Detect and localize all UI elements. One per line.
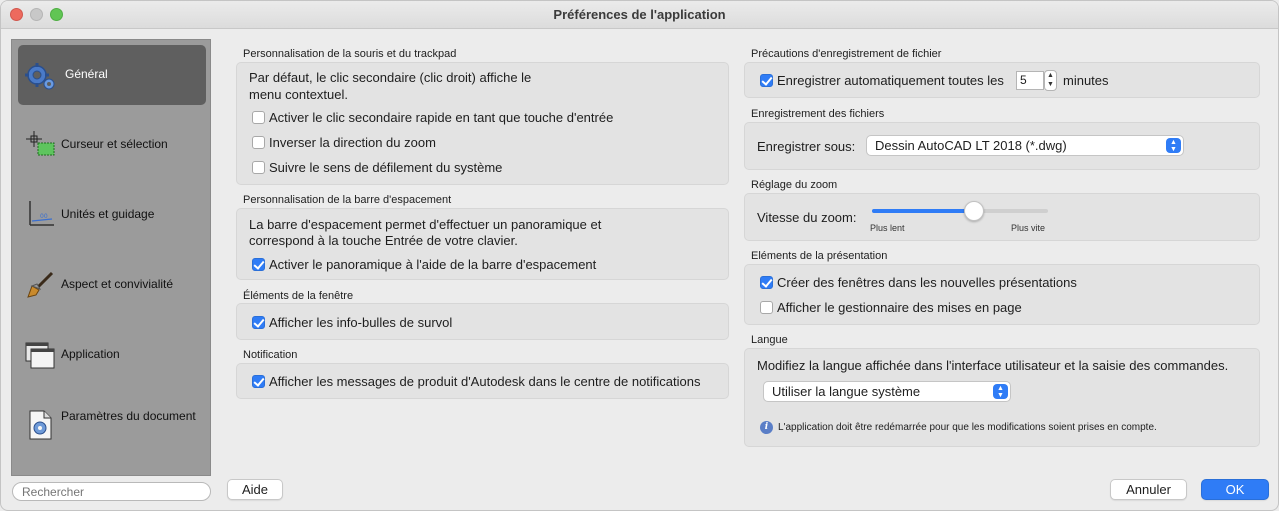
sidebar-item-units[interactable] — [18, 185, 206, 245]
autosave-unit-label: minutes — [1063, 73, 1109, 88]
stepper-down-icon[interactable]: ▼ — [1047, 81, 1054, 88]
sidebar-item-label: Unités et guidage — [61, 207, 155, 221]
hover-tooltips-label: Afficher les info-bulles de survol — [269, 315, 453, 330]
title-bar — [1, 1, 1278, 29]
autodesk-messages-checkbox[interactable] — [252, 375, 265, 388]
invert-zoom-checkbox[interactable] — [252, 136, 265, 149]
sidebar-item-general[interactable] — [18, 45, 206, 105]
sidebar-item-appearance[interactable] — [18, 255, 206, 315]
mouse-description-line1: Par défaut, le clic secondaire (clic droit) affiche le — [249, 70, 532, 85]
autosave-minutes-stepper[interactable] — [1044, 70, 1057, 91]
sidebar — [11, 39, 211, 476]
spacebar-pan-label: Activer le panoramique à l'aide de la barre d'espacement — [269, 257, 597, 272]
zoom-fast-label: Plus vite — [1011, 223, 1046, 233]
page-setup-manager-checkbox[interactable] — [760, 301, 773, 314]
autosave-label: Enregistrer automatiquement toutes les — [777, 73, 1004, 88]
system-scroll-checkbox[interactable] — [252, 161, 265, 174]
create-viewports-label: Créer des fenêtres dans les nouvelles présentations — [777, 275, 1077, 290]
help-button[interactable]: Aide — [227, 479, 283, 500]
language-description: Modifiez la langue affichée dans l'interface utilisateur et la saisie des commandes. — [757, 358, 1229, 373]
page-setup-manager-label: Afficher le gestionnaire des mises en page — [777, 300, 1022, 315]
spacebar-pan-checkbox[interactable] — [252, 258, 265, 271]
notification-section — [236, 363, 729, 399]
mouse-description-line2: menu contextuel. — [249, 87, 349, 102]
invert-zoom-label: Inverser la direction du zoom — [269, 135, 436, 150]
zoom-speed-slider-knob[interactable] — [964, 201, 984, 221]
zoom-speed-label: Vitesse du zoom: — [757, 210, 857, 225]
language-select[interactable] — [763, 381, 1011, 402]
cancel-button[interactable]: Annuler — [1110, 479, 1187, 500]
sidebar-item-application[interactable] — [18, 325, 206, 385]
section-title-file-save: Enregistrement des fichiers — [751, 108, 885, 120]
info-icon: i — [760, 421, 773, 434]
hover-tooltips-checkbox[interactable] — [252, 316, 265, 329]
section-title-mouse: Personnalisation de la souris et du trackpad — [243, 48, 457, 60]
stepper-up-icon[interactable]: ▲ — [1047, 72, 1054, 79]
units-icon — [24, 199, 56, 231]
windows-icon — [24, 339, 56, 371]
section-title-zoom: Réglage du zoom — [751, 179, 838, 191]
section-title-autosave: Précautions d'enregistrement de fichier — [751, 48, 942, 60]
sidebar-item-label: Curseur et sélection — [61, 137, 168, 151]
section-title-spacebar: Personnalisation de la barre d'espacement — [243, 194, 452, 206]
sidebar-item-label: Aspect et convivialité — [61, 277, 174, 291]
system-scroll-label: Suivre le sens de défilement du système — [269, 160, 503, 175]
sidebar-item-document-settings[interactable] — [18, 395, 206, 455]
spacebar-section — [236, 208, 729, 280]
sidebar-item-label: Général — [65, 67, 108, 81]
select-arrows-icon: ▲ ▼ — [993, 384, 1008, 399]
sidebar-item-cursor-selection[interactable] — [18, 115, 206, 175]
sidebar-item-label: Application — [61, 347, 120, 361]
file-save-section — [744, 122, 1260, 170]
cursor-selection-icon — [24, 129, 56, 161]
gears-icon — [24, 59, 56, 91]
zoom-section — [744, 193, 1260, 241]
search-input[interactable] — [12, 482, 211, 501]
spacebar-description-line1: La barre d'espacement permet d'effectuer un panoramique et — [249, 217, 602, 232]
autosave-checkbox[interactable] — [760, 74, 773, 87]
zoom-slow-label: Plus lent — [870, 223, 905, 233]
section-title-language: Langue — [751, 334, 788, 346]
section-title-notification: Notification — [243, 349, 298, 361]
save-as-format-value: Dessin AutoCAD LT 2018 (*.dwg) — [875, 138, 1067, 153]
paintbrush-icon — [24, 269, 56, 301]
autosave-minutes-field[interactable]: 5 — [1016, 71, 1044, 90]
section-title-layout: Eléments de la présentation — [751, 250, 888, 262]
select-arrows-icon: ▲ ▼ — [1166, 138, 1181, 153]
autosave-section — [744, 62, 1260, 98]
spacebar-description-line2: correspond à la touche Entrée de votre clavier. — [249, 233, 518, 248]
zoom-speed-slider-fill — [872, 209, 974, 213]
mouse-section — [236, 62, 729, 185]
sidebar-item-label: Paramètres du document — [61, 409, 196, 423]
quick-secondary-click-checkbox[interactable] — [252, 111, 265, 124]
layout-section — [744, 264, 1260, 325]
document-settings-icon — [24, 409, 56, 441]
save-as-format-select[interactable] — [866, 135, 1184, 156]
autodesk-messages-label: Afficher les messages de produit d'Autodesk dans le centre de notifications — [269, 374, 701, 389]
section-title-window-elements: Éléments de la fenêtre — [243, 290, 354, 302]
svg-text:00: 00 — [40, 213, 48, 220]
ok-button[interactable]: OK — [1201, 479, 1269, 500]
window-title: Préférences de l'application — [553, 7, 726, 22]
language-select-value: Utiliser la langue système — [772, 384, 921, 399]
quick-secondary-click-label: Activer le clic secondaire rapide en tant que touche d'entrée — [269, 110, 614, 125]
window-elements-section — [236, 303, 729, 340]
restart-note: L'application doit être redémarrée pour que les modifications soient prises en compte. — [778, 422, 1157, 433]
create-viewports-checkbox[interactable] — [760, 276, 773, 289]
language-section — [744, 348, 1260, 447]
save-as-label: Enregistrer sous: — [757, 139, 856, 154]
